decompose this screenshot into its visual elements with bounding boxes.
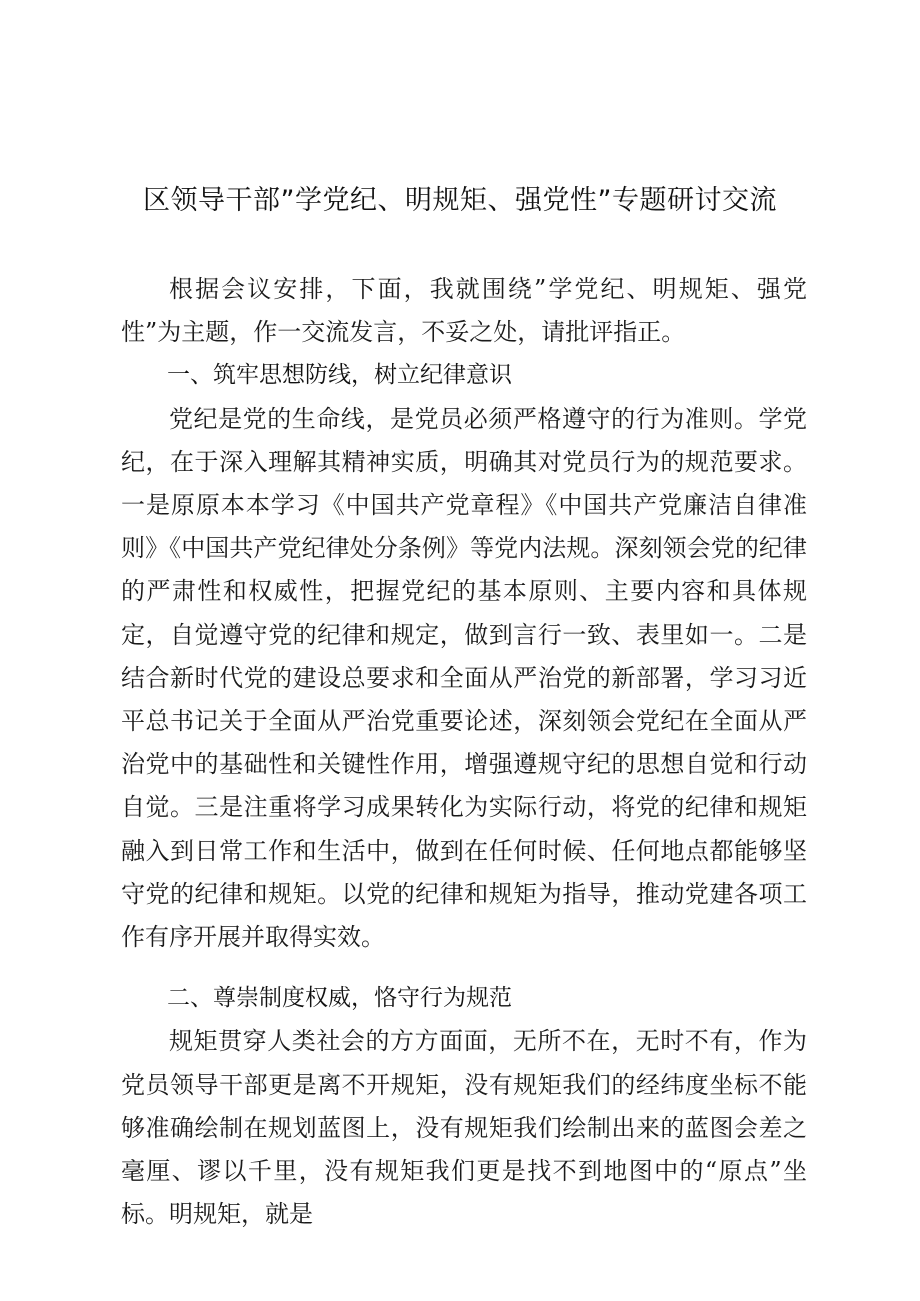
section-heading-1: 一、筑牢思想防线，树立纪律意识: [167, 362, 512, 389]
document-body: [121, 268, 807, 1236]
section-paragraph-1: 党纪是党的生命线，是党员必须严格遵守的行为准则。学党纪，在于深入理解其精神实质，明确其对党员行为的规范要求。一是原原本本学习《中国共产党章程》《中国共产党廉洁自律准则》《中国共产党纪律处分条例》等党内法规。深刻领会党的纪律的严肃性和权威性，把握党纪的基本原则、主要内容和具体规定，自觉遵守党的纪律和规定，做到言行一致、表里如一。二是结合新时代党的建设总要求和全面从严治党的新部署，学习习近平总书记关于全面从严治党重要论述，深刻领会党纪在全面从严治党中的基础性和关键性作用，增强遵规守纪的思想自觉和行动自觉。三是注重将学习成果转化为实际行动，将党的纪律和规矩融入到日常工作和生活中，做到在任何时候、任何地点都能够坚守党的纪律和规矩。以党的纪律和规矩为指导，推动党建各项工作有序开展并取得实效。: [121, 404, 807, 952]
document-title: 区领导干部”学党纪、明规矩、强党性”专题研讨交流: [143, 185, 777, 216]
section-heading-2: 二、尊崇制度权威，恪守行为规范: [167, 985, 512, 1012]
intro-paragraph: 根据会议安排，下面，我就围绕”学党纪、明规矩、强党性”为主题，作一交流发言，不妥之处，请批评指正。: [121, 275, 807, 347]
section-paragraph-2: 规矩贯穿人类社会的方方面面，无所不在，无时不有，作为党员领导干部更是离不开规矩，没有规矩我们的经纬度坐标不能够准确绘制在规划蓝图上，没有规矩我们绘制出来的蓝图会差之毫厘、谬以千里，没有规矩我们更是找不到地图中的“原点”坐标。明规矩，就是: [121, 1027, 807, 1229]
